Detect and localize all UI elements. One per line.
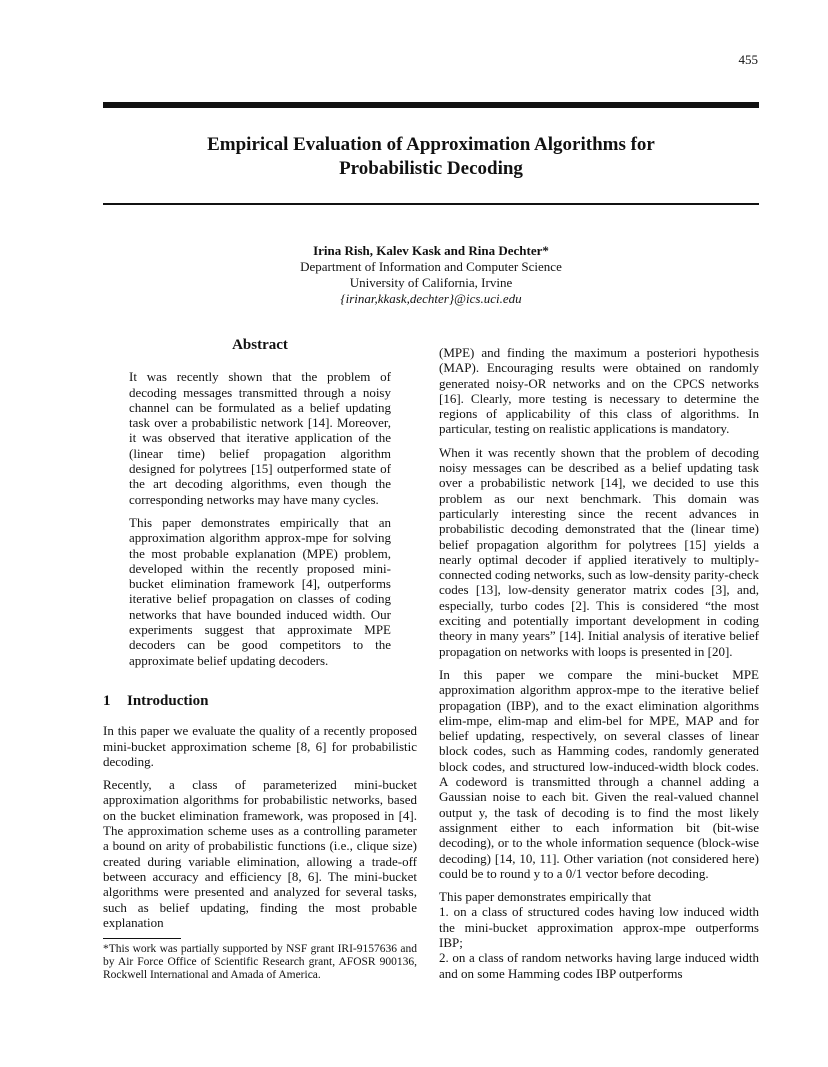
contributions-intro: This paper demonstrates empirically that [439,889,652,905]
right-column [439,345,759,981]
author-university: University of California, Irvine [349,275,513,290]
author-email: {irinar,kkask,dechter}@ics.uci.edu [340,291,522,306]
section-title: Introduction [127,692,209,709]
contribution-item-1: 1. on a class of structured codes having low induced width the mini-bucket approximation approx-mpe outperforms IBP; [439,904,759,950]
right-paragraph-1: (MPE) and finding the maximum a posteriori hypothesis (MAP). Encouraging results were obtained on randomly generated noisy-OR networks and on the CPCS networks [16]. Clearly, more testing is necessary to determine the regions of applicability of this class of algorithms. In particular, testing on realistic applications is mandatory. [439,345,759,437]
right-paragraph-2: When it was recently shown that the problem of decoding noisy messages can be described as a belief updating task over a probabilistic network [14], we decided to use this problem as our next benchmark. This domain was particularly interesting since the recent advances in probabilistic decoding demonstrated that the (linear time) belief propagation algorithm for polytrees [15] yields a nearly optimal decoder if applied iteratively to multiply-connected coding networks, such as low-density parity-check codes [13], low-density generator matrix codes [3], and, especially, turbo codes [2]. This is considered “the most exciting and potentially important development in coding theory in many years” [14]. Initial analysis of iterative belief propagation on networks with loops is presented in [20]. [439,444,759,659]
author-names: Irina Rish, Kalev Kask and Rina Dechter* [313,243,549,258]
page-number: 455 [738,52,758,67]
title-rule [103,203,759,205]
abstract-paragraph-2: This paper demonstrates empirically that an approximation algorithm approx-mpe for solving the most probable explanation (MPE) problem, developed within the recently proposed mini-bucket elimination framework [4], outperforms iterative belief propagation on classes of coding networks that have bounded induced width. Our experiments suggest that approximate MPE decoders can be good competitors to the approximate belief updating decoders. [129,514,391,668]
section-number: 1 [103,692,111,709]
section-heading-introduction [103,694,417,709]
abstract-body [103,369,417,668]
footnote-rule [103,938,181,939]
paper-title [103,133,759,181]
abstract-paragraph-1: It was recently shown that the problem of decoding messages transmitted through a noisy channel can be formulated as a belief updating task over a probabilistic network [14]. Moreover, it was observed that iterative application of the (linear time) belief propagation algorithm designed for polytrees [15] outperformed state of the art decoding algorithms, even though the corresponding networks may have many cycles. [129,369,391,507]
left-column [103,338,417,982]
intro-paragraph-1: In this paper we evaluate the quality of a recently proposed mini-bucket approximation scheme [8, 6] for probabilistic decoding. [103,723,417,769]
contribution-item-2: 2. on a class of random networks having large induced width and on some Hamming codes IBP outperforms [439,950,759,981]
intro-paragraph-2: Recently, a class of parameterized mini-bucket approximation algorithms for probabilistic networks, based on the bucket elimination framework, was proposed in [4]. The approximation scheme uses as a controlling parameter a bound on arity of probabilistic functions (i.e., clique size) created during variable elimination, allowing a trade-off between accuracy and efficiency [8, 6]. The mini-bucket algorithms were presented and analyzed for several tasks, such as belief updating, finding the most probable explanation [103,777,417,930]
footnote: *This work was partially supported by NSF grant IRI-9157636 and by Air Force Office of Scientific Research grant, AFOSR 900136, Rockwell International and Amada of America. [103,943,417,982]
author-block [103,243,759,307]
title-line-2: Probabilistic Decoding [339,158,523,179]
top-rule [103,102,759,108]
abstract-heading: Abstract [232,337,288,353]
right-paragraph-3: In this paper we compare the mini-bucket MPE approximation algorithm approx-mpe to the iterative belief propagation (IBP), and to the exact elimination algorithms elim-mpe, elim-map and elim-bel for MPE, MAP and for belief updating, respectively, on several classes of linear block codes, such as Hamming codes, randomly generated block codes, and structured low-induced-width block codes. A codeword is transmitted through a channel adding a Gaussian noise to each bit. Given the real-valued channel output y, the task of decoding is to find the most likely assignment either to each information bit (bit-wise decoding), or to the whole information sequence (block-wise decoding) [14, 10, 11]. Other variation (not considered here) could be to round y to a 0/1 vector before decoding. [439,666,759,881]
title-line-1: Empirical Evaluation of Approximation Algorithms for [207,134,655,155]
author-department: Department of Information and Computer Science [300,259,562,274]
